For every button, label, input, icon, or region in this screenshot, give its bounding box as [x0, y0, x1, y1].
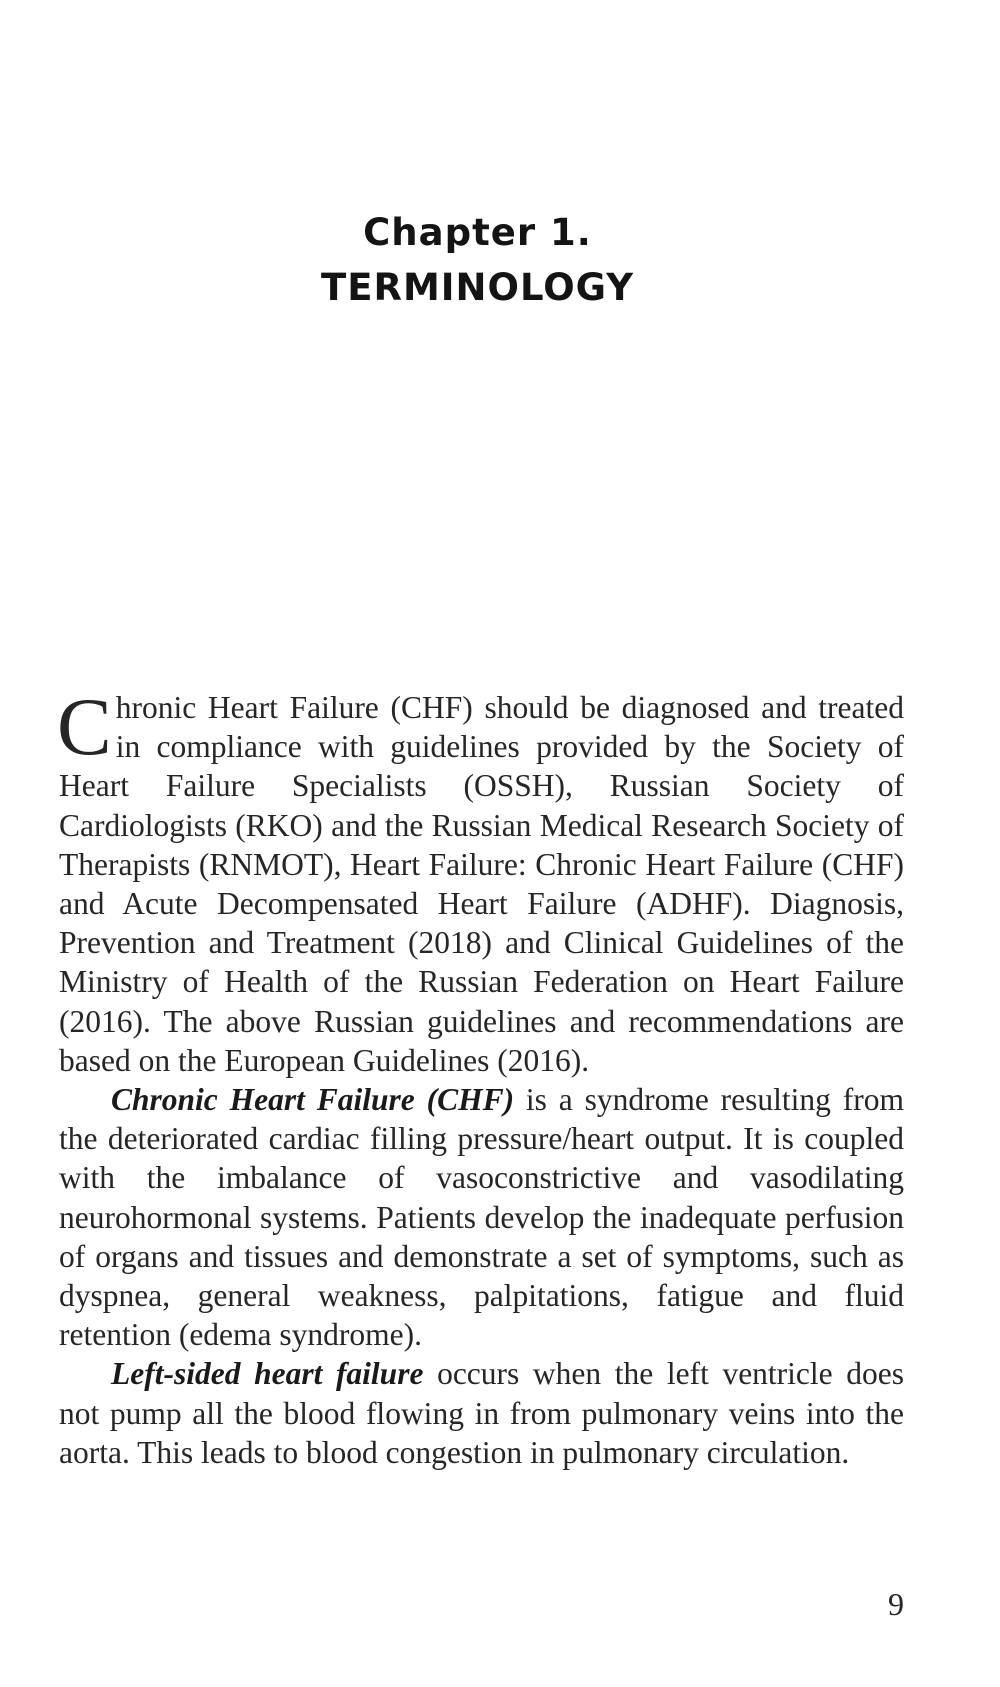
body-text — [57, 681, 904, 1472]
paragraph-intro-text: hronic Heart Failure (CHF) should be diagnosed and treated in compliance with guidelines provided by the Society of Heart Failure Specialists (OSSH), Russian Society of Cardiologists (RKO) and the Russian Medical Research Society of Therapists (RNMOT), Heart Failure: Chronic Heart Failure (CHF) and Acute Decompensated Heart Failure (ADHF). Diagnosis, Prevention and Treatment (2018) and Clinical Guidelines of the Ministry of Health of the Russian Federation on Heart Failure (2016). The above Russian guidelines and recommendations are based on the European Guidelines (2016). — [59, 690, 904, 1078]
paragraph-left-sided-text: occurs when the left ventricle does not pump all the blood flowing in from pulmonary veins into the aorta. This leads to blood congestion in pulmonary circulation. — [59, 1356, 904, 1470]
term-chf: Chronic Heart Failure (CHF) — [111, 1082, 515, 1118]
chapter-heading — [0, 205, 955, 315]
paragraph-left-sided — [59, 1354, 904, 1472]
term-left-sided: Left-sided heart failure — [111, 1356, 424, 1392]
paragraph-chf-text: is a syndrome resulting from the deteriorated cardiac filling pressure/heart output. It is coupled with the imbalance of vasoconstrictive and vasodilating neurohormonal systems. Patients develop the inadequate perfusion of organs and tissues and demonstrate a set of symptoms, such as dyspnea, general weakness, palpitations, fatigue and fluid retention (edema syndrome). — [59, 1082, 904, 1353]
chapter-number: Chapter 1. — [363, 211, 592, 254]
paragraph-chf-definition — [59, 1080, 904, 1354]
drop-cap: C — [57, 681, 112, 772]
paragraph-intro — [57, 681, 904, 1080]
page-number: 9 — [888, 1586, 904, 1622]
chapter-title: TERMINOLOGY — [320, 266, 635, 309]
